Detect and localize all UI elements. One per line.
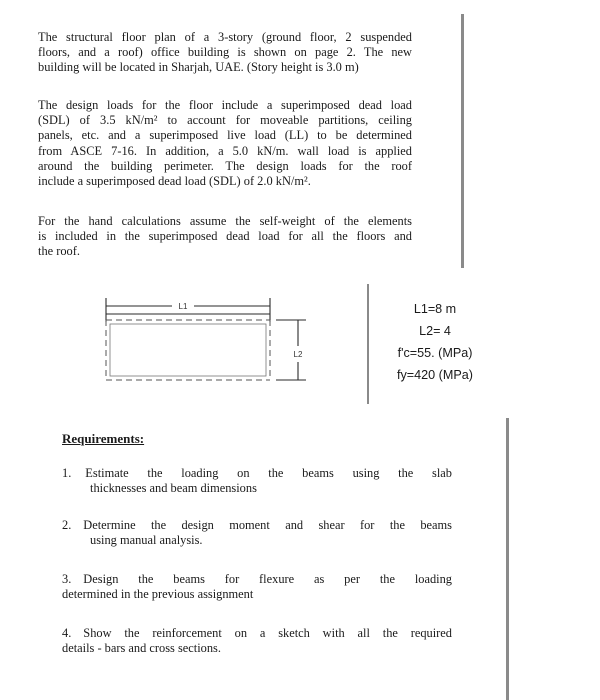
requirement-text: thicknesses and beam dimensions — [90, 481, 257, 496]
text-line: around the building perimeter. The design loads for the roof — [38, 158, 412, 173]
requirement-text: Determine the design moment and shear for the beams — [83, 518, 452, 532]
text-line: include a superimposed dead load (SDL) of 2.0 kN/m². — [38, 174, 311, 189]
text-line: the roof. — [38, 244, 80, 259]
parameter-l1: L1=8 m — [413, 302, 457, 316]
margin-rule — [506, 418, 509, 700]
intro-paragraph-1 — [38, 30, 412, 76]
requirement-item — [62, 626, 452, 656]
text-line: For the hand calculations assume the self-weight of the elements — [38, 214, 412, 228]
intro-paragraph-2 — [38, 98, 412, 189]
text-line: floors, and a roof) office building is shown on page 2. The new — [38, 45, 412, 60]
depth-label: L2 — [293, 350, 303, 359]
requirement-number: 4. — [62, 626, 72, 640]
requirement-text: details - bars and cross sections. — [62, 641, 221, 656]
requirement-item — [62, 466, 452, 496]
design-parameters — [395, 298, 475, 386]
requirement-number: 3. — [62, 572, 72, 586]
text-line: building will be located in Sharjah, UAE. (Story height is 3.0 m) — [38, 60, 359, 75]
parameter-l2: L2= 4 — [419, 324, 451, 338]
requirement-text: determined in the previous assignment — [62, 587, 254, 602]
parameter-fc: f'c=55. (MPa) — [397, 346, 473, 360]
requirement-text: Show the reinforcement on a sketch with all the required — [83, 626, 452, 640]
text-line: The design loads for the floor include a superimposed dead load — [38, 98, 412, 112]
text-line: from ASCE 7-16. In addition, a 5.0 kN/m. wall load is applied — [38, 143, 412, 158]
requirement-text: Design the beams for flexure as per the loading — [83, 572, 452, 586]
text-line: The structural floor plan of a 3-story (ground floor, 2 suspended — [38, 30, 412, 44]
span-label: L1 — [178, 302, 188, 311]
text-line: is included in the superimposed dead load for all the floors and — [38, 229, 412, 244]
requirement-item — [62, 572, 452, 602]
margin-rule — [461, 14, 464, 268]
intro-paragraph-3 — [38, 214, 412, 260]
requirement-number: 1. — [62, 466, 72, 480]
text-line: (SDL) of 3.5 kN/m² to account for moveable partitions, ceiling — [38, 113, 412, 128]
requirements-heading: Requirements: — [62, 431, 145, 446]
requirement-number: 2. — [62, 518, 72, 532]
text-line: panels, etc. and a superimposed live load (LL) to be determined — [38, 128, 412, 143]
slab-panel-sketch — [98, 292, 348, 396]
slab-panel — [110, 324, 266, 376]
divider-rule — [367, 284, 369, 404]
parameter-fy: fy=420 (MPa) — [397, 368, 473, 382]
requirement-text: Estimate the loading on the beams using the slab — [85, 466, 452, 480]
requirement-text: using manual analysis. — [90, 533, 203, 548]
requirement-item — [62, 518, 452, 548]
